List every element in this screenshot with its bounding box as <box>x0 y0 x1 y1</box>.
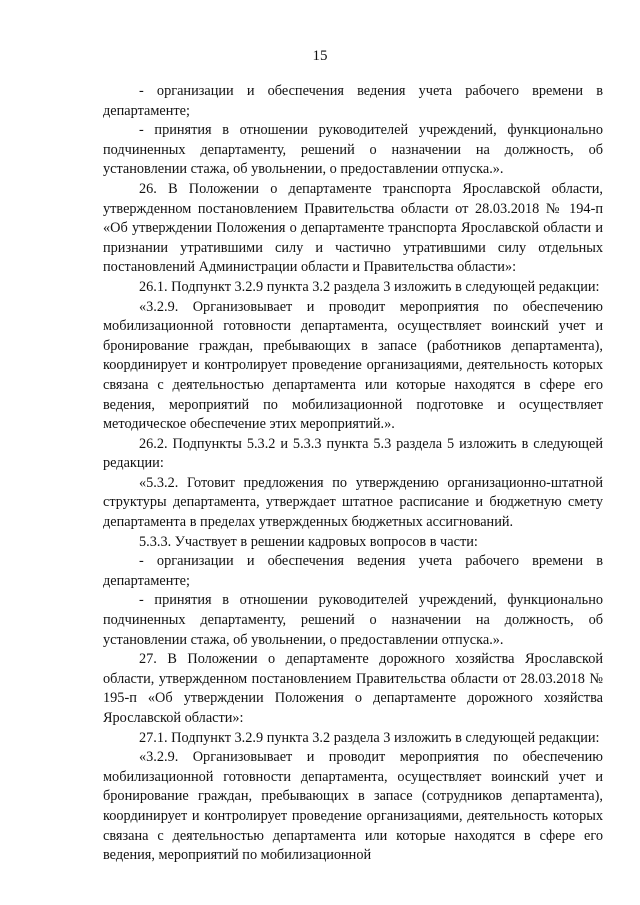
paragraph: «3.2.9. Организовывает и проводит мероприятия по обеспечению мобилизационной готовности департамента, осуществляет воинский учет и бронирование граждан, пребывающих в запасе (сотрудников департамента), координирует и контролирует проведение организациями, деятельность которых связана с деятельностью департамента или которые находятся в сфере его ведения, мероприятий по мобилизационной <box>103 749 603 864</box>
paragraph: - организации и обеспечения ведения учета рабочего времени в департаменте; <box>103 83 603 119</box>
paragraph: 26.1. Подпункт 3.2.9 пункта 3.2 раздела 3 изложить в следующей редакции: <box>139 278 600 295</box>
paragraph: 26. В Положении о департаменте транспорта Ярославской области, утвержденном постановлением Правительства области от 28.03.2018 № 194-п «Об утверждении Положения о департаменте транспорта Ярославской области и признании утратившими силу и частично утратившими силу отдельных постановлений Администрации области и Правительства области»: <box>103 180 603 276</box>
paragraph: - организации и обеспечения ведения учета рабочего времени в департаменте; <box>103 553 603 589</box>
page-number: 15 <box>312 48 328 64</box>
paragraph: 26.2. Подпункты 5.3.2 и 5.3.3 пункта 5.3 раздела 5 изложить в следующей редакции: <box>103 435 603 472</box>
paragraph: - принятия в отношении руководителей учреждений, функционально подчиненных департаменту, решений о назначении на должность, об установлении стажа, об увольнении, о предоставлении отпуска.». <box>103 592 603 648</box>
paragraph: - принятия в отношении руководителей учреждений, функционально подчиненных департаменту, решений о назначении на должность, об установлении стажа, об увольнении, о предоставлении отпуска.». <box>103 122 603 178</box>
paragraph: «3.2.9. Организовывает и проводит мероприятия по обеспечению мобилизационной готовности департамента, осуществляет воинский учет и бронирование граждан, пребывающих в запасе (работников департамента), координирует и контролирует проведение организациями, деятельность которых связана с деятельностью департамента или которые находятся в сфере его ведения, мероприятий по мобилизационной подготовке и осуществляет методическое обеспечение этих мероприятий.». <box>103 298 603 433</box>
paragraph: 27. В Положении о департаменте дорожного хозяйства Ярославской области, утвержденном постановлением Правительства области от 28.03.2018 № 195-п «Об утверждении Положения о департаменте дорожного хозяйства Ярославской области»: <box>103 651 603 726</box>
paragraph: 27.1. Подпункт 3.2.9 пункта 3.2 раздела 3 изложить в следующей редакции: <box>139 729 600 746</box>
paragraph: «5.3.2. Готовит предложения по утверждению организационно-штатной структуры департамента, утверждает штатное расписание и бюджетную смету департамента в пределах утвержденных бюджетных ассигнований. <box>103 474 603 531</box>
document-body <box>103 82 603 866</box>
paragraph: 5.3.3. Участвует в решении кадровых вопросов в части: <box>139 533 478 550</box>
